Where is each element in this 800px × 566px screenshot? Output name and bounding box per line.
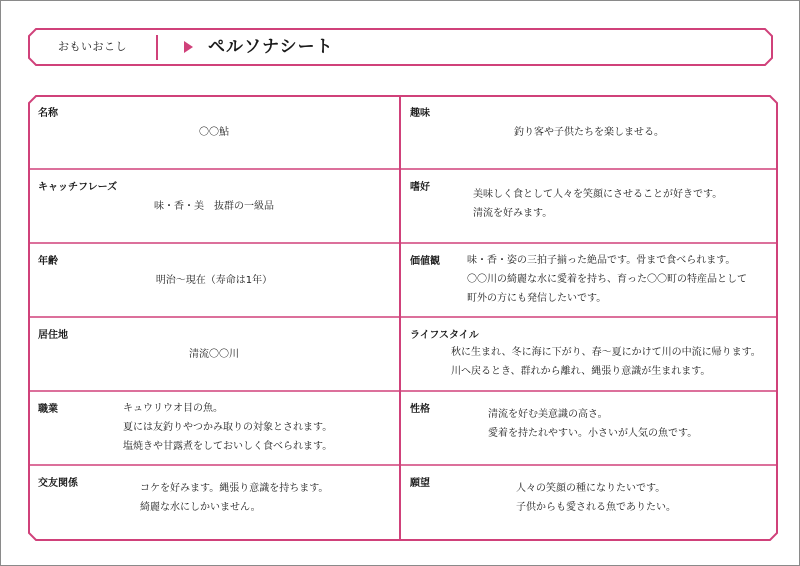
- cell-label: 願望: [410, 478, 430, 489]
- cell-label: 居住地: [38, 330, 68, 341]
- cell-value: 〇〇鮎: [199, 127, 229, 138]
- cell-value: 町外の方にも発信したいです。: [467, 293, 607, 304]
- cell-label: 職業: [38, 404, 58, 415]
- cell-name: [28, 95, 400, 169]
- play-arrow-icon: [184, 41, 193, 53]
- cell-label: 趣味: [410, 108, 430, 119]
- cell-label: 嗜好: [410, 182, 430, 193]
- header-divider: [156, 35, 158, 60]
- cell-value: 美味しく食として人々を笑顔にさせることが好きです。: [473, 189, 723, 200]
- cell-label: 性格: [410, 404, 430, 415]
- cell-label: ライフスタイル: [410, 330, 479, 341]
- cell-value: 味・香・姿の三拍子揃った絶品です。骨まで食べられます。: [467, 255, 736, 266]
- cell-value: 川へ戻るとき、群れから離れ、縄張り意識が生まれます。: [451, 366, 711, 377]
- cell-label: キャッチフレーズ: [38, 182, 118, 193]
- cell-occupation: [28, 391, 400, 465]
- cell-aspiration: [400, 465, 778, 541]
- cell-label: 年齢: [38, 256, 58, 267]
- cell-value: 子供からも愛される魚でありたい。: [516, 502, 676, 513]
- page-title: ペルソナシート: [208, 37, 334, 57]
- cell-preference: [400, 169, 778, 243]
- header-frame: [28, 28, 773, 66]
- cell-age: [28, 243, 400, 317]
- header-bar: [28, 28, 773, 66]
- cell-value: 塩焼きや甘露煮をしておいしく食べられます。: [123, 441, 333, 452]
- cell-value: 清流〇〇川: [189, 349, 239, 360]
- cell-value: 味・香・美 抜群の一級品: [154, 201, 274, 212]
- cell-value: 〇〇川の綺麗な水に愛着を持ち、育った〇〇町の特産品として: [467, 274, 747, 285]
- cell-value: コケを好みます。縄張り意識を持ちます。: [140, 483, 329, 494]
- cell-value: 綺麗な水にしかいません。: [140, 502, 261, 513]
- cell-value: 清流を好む美意識の高さ。: [488, 409, 608, 420]
- cell-hobby: [400, 95, 778, 169]
- cell-value: キュウリウオ目の魚。: [123, 403, 223, 414]
- cell-lifestyle: [400, 317, 778, 391]
- cell-values: [400, 243, 778, 317]
- cell-value: 清流を好みます。: [473, 208, 553, 219]
- cell-residence: [28, 317, 400, 391]
- app-name: おもいおこし: [58, 40, 127, 53]
- cell-value: 人々の笑顔の種になりたいです。: [516, 483, 666, 494]
- cell-value: 秋に生まれ、冬に海に下がり、春～夏にかけて川の中流に帰ります。: [451, 347, 761, 358]
- cell-label: 価値観: [410, 256, 440, 267]
- cell-label: 名称: [38, 108, 58, 119]
- cell-value: 愛着を持たれやすい。小さいが人気の魚です。: [488, 428, 698, 439]
- cell-label: 交友関係: [38, 478, 78, 489]
- cell-value: 夏には友釣りやつかみ取りの対象とされます。: [123, 422, 333, 433]
- cell-personality: [400, 391, 778, 465]
- persona-sheet-panel: [28, 95, 778, 541]
- cell-catchphrase: [28, 169, 400, 243]
- cell-value: 明治～現在（寿命は1年）: [155, 275, 273, 286]
- cell-relationships: [28, 465, 400, 541]
- cell-value: 釣り客や子供たちを楽しませる。: [514, 127, 664, 138]
